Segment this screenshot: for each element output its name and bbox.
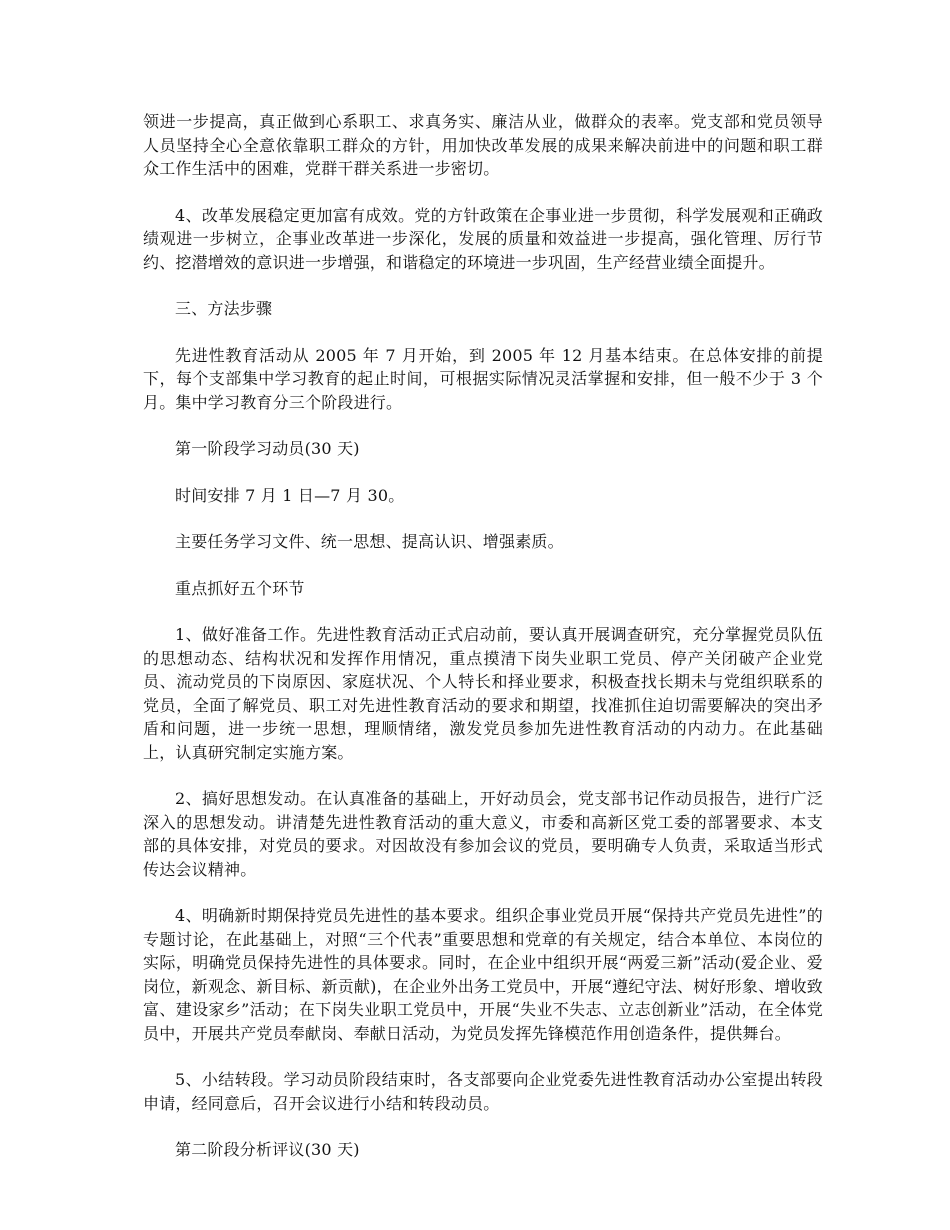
- key-links-heading: 重点抓好五个环节: [175, 578, 305, 598]
- paragraph-mobilization: 2、搞好思想发动。在认真准备的基础上，开好动员会，党支部书记作动员报告，进行广泛深入的思想发动。讲清楚先进性教育活动的重大意义，市委和高新区党工委的部署要求、本支部的具体安排，对党员的要求。对因故没有参加会议的党员，要明确专人负责，采取适当形式传达会议精神。: [143, 789, 823, 879]
- section-heading-method-steps: 三、方法步骤: [175, 299, 273, 318]
- paragraph-continuation: 领进一步提高，真正做到心系职工、求真务实、廉洁从业，做群众的表率。党支部和党员领导人员坚持全心全意依靠职工群众的方针，用加快改革发展的成果来解决前进中的问题和职工群众工作生活中的困难，党群干群关系进一步密切。: [143, 112, 823, 178]
- stage-one-tasks: 主要任务学习文件、统一思想、提高认识、增强素质。: [175, 532, 564, 551]
- paragraph-summary-transition: 5、小结转段。学习动员阶段结束时，各支部要向企业党委先进性教育活动办公室提出转段申请，经同意后，召开会议进行小结和转段动员。: [143, 1070, 823, 1113]
- stage-two-heading: 第二阶段分析评议(30 天): [175, 1140, 360, 1159]
- document-body: [143, 110, 823, 1185]
- stage-one-time: 时间安排 7 月 1 日—7 月 30。: [175, 485, 405, 505]
- paragraph-schedule-overview: 先进性教育活动从 2005 年 7 月开始，到 2005 年 12 月基本结束。在总体安排的前提下，每个支部集中学习教育的起止时间，可根据实际情况灵活掌握和安排，但一般不少于 3 个月。集中学习教育分三个阶段进行。: [143, 345, 823, 412]
- paragraph-preparation: 1、做好准备工作。先进性教育活动正式启动前，要认真开展调查研究，充分掌握党员队伍的思想动态、结构状况和发挥作用情况，重点摸清下岗失业职工党员、停产关闭破产企业党员、流动党员的下岗原因、家庭状况、个人特长和择业要求，积极查找长期未与党组织联系的党员，全面了解党员、职工对先进性教育活动的要求和期望，找准抓住迫切需要解决的突出矛盾和问题，进一步统一思想，理顺情绪，激发党员参加先进性教育活动的内动力。在此基础上，认真研究制定实施方案。: [143, 625, 823, 762]
- paragraph-basic-requirements: 4、明确新时期保持党员先进性的基本要求。组织企事业党员开展“保持共产党员先进性”的专题讨论，在此基础上，对照“三个代表”重要思想和党章的有关规定，结合本单位、本岗位的实际，明确党员保持先进性的具体要求。同时，在企业中组织开展“两爱三新”活动(爱企业、爱岗位，新观念、新目标、新贡献)，在企业外出务工党员中，开展“遵纪守法、树好形象、增收致富、建设家乡”活动；在下岗失业职工党员中，开展“失业不失志、立志创新业”活动，在全体党员中，开展共产党员奉献岗、奉献日活动，为党员发挥先锋模范作用创造条件，提供舞台。: [143, 906, 823, 1043]
- paragraph-reform-results: 4、改革发展稳定更加富有成效。党的方针政策在企事业进一步贯彻，科学发展观和正确政绩观进一步树立，企事业改革进一步深化，发展的质量和效益进一步提高，强化管理、厉行节约、挖潜增效的意识进一步增强，和谐稳定的环境进一步巩固，生产经营业绩全面提升。: [143, 205, 823, 272]
- stage-one-heading: 第一阶段学习动员(30 天): [175, 439, 360, 458]
